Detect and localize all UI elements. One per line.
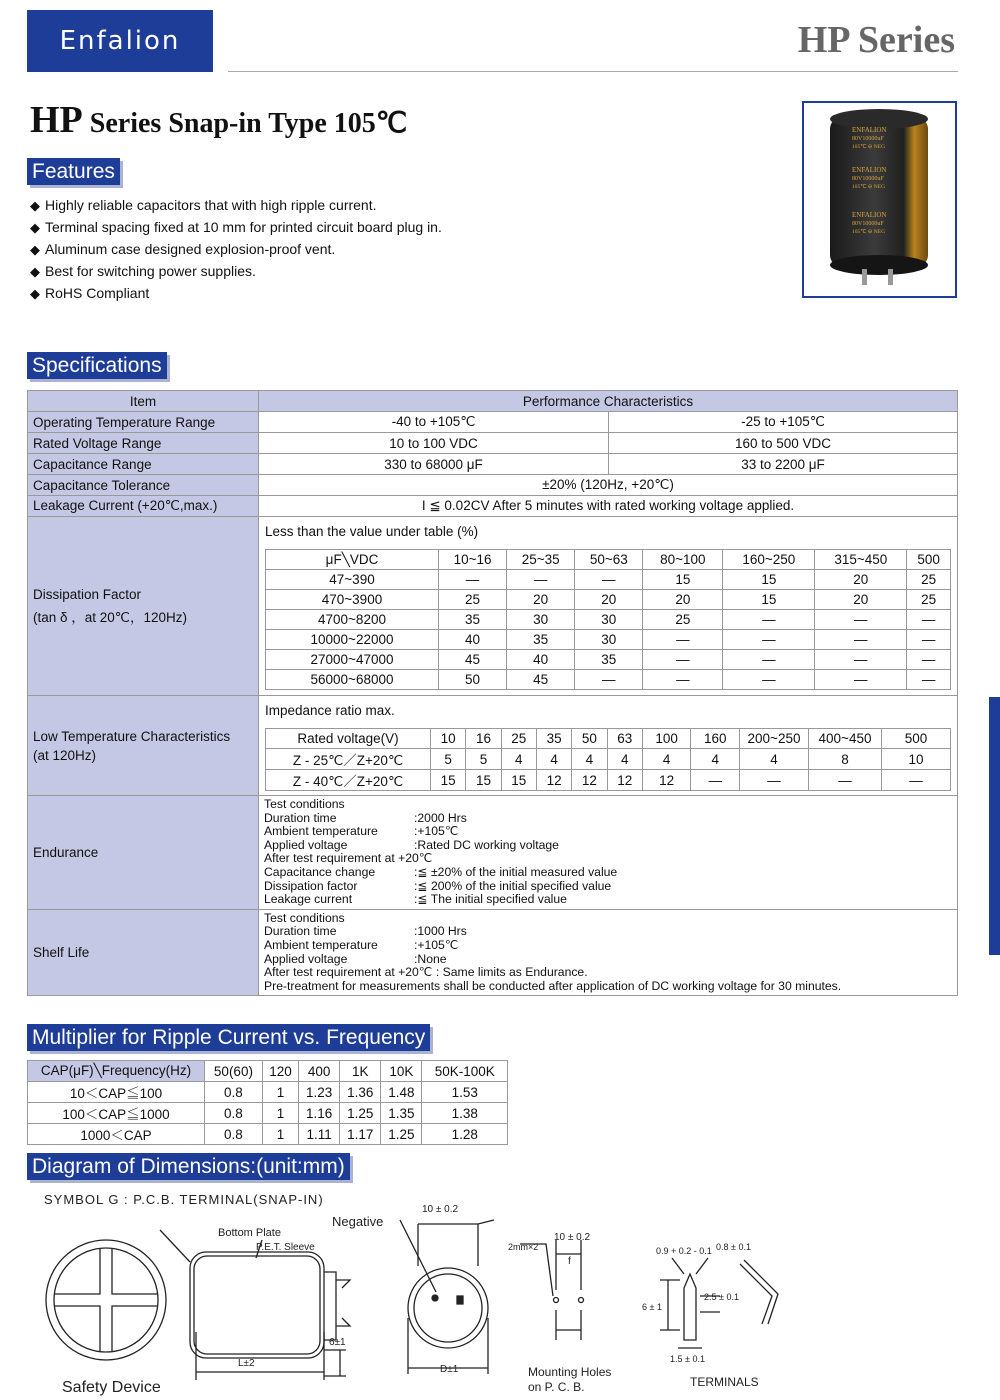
rating-text: 80V10000uF xyxy=(852,136,884,142)
table-cell: 100＜CAP≦1000 xyxy=(28,1103,205,1124)
table-cell: 1.38 xyxy=(422,1103,508,1124)
table-header-cell: 25 xyxy=(501,729,536,749)
condition-key: Applied voltage xyxy=(264,951,348,966)
table-header-cell: 25~35 xyxy=(507,550,575,570)
marking-text: ENFALION xyxy=(852,126,887,134)
table-cell: Z - 40℃／Z+20℃ xyxy=(266,770,431,791)
table-header-cell: Performance Characteristics xyxy=(259,391,958,412)
table-cell: 1.53 xyxy=(422,1082,508,1103)
table-cell: 45 xyxy=(507,670,575,690)
table-header-cell: 1K xyxy=(340,1061,381,1082)
side-view-drawing xyxy=(160,1230,350,1380)
table-cell: — xyxy=(691,770,740,791)
table-header-cell: 10~16 xyxy=(439,550,507,570)
table-cell: 20 xyxy=(815,570,907,590)
table-header-cell: 200~250 xyxy=(740,729,809,749)
table-cell: — xyxy=(815,630,907,650)
table-row xyxy=(266,590,951,610)
table-cell: 4 xyxy=(740,749,809,770)
table-cell: 1.36 xyxy=(340,1082,381,1103)
marking-text: ENFALION xyxy=(852,211,887,219)
condition-line xyxy=(264,839,952,853)
table-cell: — xyxy=(809,770,882,791)
table-cell: 5 xyxy=(466,749,501,770)
table-header-cell: Rated voltage(V) xyxy=(266,729,431,749)
negative-label: Negative xyxy=(332,1214,384,1229)
table-header-cell: 16 xyxy=(466,729,501,749)
spec-label: Operating Temperature Range xyxy=(28,412,259,433)
table-cell: 1 xyxy=(262,1103,298,1124)
table-header-cell: 50~63 xyxy=(575,550,643,570)
table-cell: — xyxy=(643,630,723,650)
page-edge-tab xyxy=(989,697,1000,955)
table-header-cell: 315~450 xyxy=(815,550,907,570)
terminal-thickness-label: 0.8 ± 0.1 xyxy=(716,1242,751,1252)
ripple-heading: Multiplier for Ripple Current vs. Frequency xyxy=(27,1024,430,1051)
table-row xyxy=(28,909,958,996)
lt-table xyxy=(265,728,951,791)
spec-label: Endurance xyxy=(28,796,259,910)
table-cell: 470~3900 xyxy=(266,590,439,610)
spec-value: -25 to +105℃ xyxy=(609,412,958,433)
table-row xyxy=(28,412,958,433)
table-row xyxy=(28,391,958,412)
table-cell: — xyxy=(740,770,809,791)
table-cell: — xyxy=(575,670,643,690)
dimension-diagram xyxy=(0,1180,1000,1400)
table-row xyxy=(28,517,958,696)
condition-value: :≦ 200% of the initial specified value xyxy=(414,878,612,893)
table-cell: 4700~8200 xyxy=(266,610,439,630)
table-cell: 1.16 xyxy=(299,1103,340,1124)
spec-value: 10 to 100 VDC xyxy=(259,433,609,454)
table-cell: — xyxy=(882,770,951,791)
hole-pitch-label: 10 ± 0.2 xyxy=(554,1232,591,1243)
df-label-line: Dissipation Factor xyxy=(33,586,142,602)
table-row xyxy=(266,550,951,570)
table-cell: 15 xyxy=(723,570,815,590)
table-cell: 40 xyxy=(439,630,507,650)
table-cell: 0.8 xyxy=(205,1124,263,1145)
terminal-base-label: 1.5 ± 0.1 xyxy=(670,1354,705,1364)
table-cell: — xyxy=(723,670,815,690)
length-label: L±2 xyxy=(238,1358,255,1369)
table-cell: 47~390 xyxy=(266,570,439,590)
safety-device-drawing xyxy=(46,1240,166,1360)
condition-value: :1000 Hrs xyxy=(414,924,467,939)
spec-value: 330 to 68000 μF xyxy=(259,454,609,475)
spec-label xyxy=(28,517,259,696)
table-header-cell: 400 xyxy=(299,1061,340,1082)
table-cell: 25 xyxy=(643,610,723,630)
mounting-holes-label-2: on P. C. B. xyxy=(528,1380,585,1394)
table-cell: — xyxy=(907,650,951,670)
condition-value: :2000 Hrs xyxy=(414,810,467,825)
table-cell: — xyxy=(723,650,815,670)
mounting-holes-label: Mounting Holes xyxy=(528,1365,612,1379)
spec-label: Rated Voltage Range xyxy=(28,433,259,454)
spec-label: Leakage Current (+20℃,max.) xyxy=(28,496,259,517)
feature-item: ◆ Highly reliable capacitors that with high ripple current. xyxy=(30,194,442,216)
table-cell: — xyxy=(815,650,907,670)
table-cell: 20 xyxy=(507,590,575,610)
page-title-series: HP xyxy=(30,99,83,141)
table-cell: — xyxy=(815,610,907,630)
table-header-cell: 120 xyxy=(262,1061,298,1082)
condition-value: :+105℃ xyxy=(414,937,459,952)
lt-note: Impedance ratio max. xyxy=(265,703,395,718)
condition-line xyxy=(264,798,952,812)
specifications-heading: Specifications xyxy=(27,352,167,379)
dimensions-heading: Diagram of Dimensions:(unit:mm) xyxy=(27,1153,350,1180)
table-header-cell: μF╲VDC xyxy=(266,550,439,570)
condition-line: Pre-treatment for measurements shall be conducted after application of DC working voltage for 30 minutes. xyxy=(264,978,842,993)
table-row xyxy=(266,670,951,690)
table-cell: 4 xyxy=(572,749,607,770)
condition-key: Test conditions xyxy=(264,797,345,811)
table-cell: 0.8 xyxy=(205,1082,263,1103)
table-cell: 1.23 xyxy=(299,1082,340,1103)
table-cell: 40 xyxy=(507,650,575,670)
symbol-label: SYMBOL G : P.C.B. TERMINAL(SNAP-IN) xyxy=(44,1192,324,1207)
table-cell: 1000＜CAP xyxy=(28,1124,205,1145)
condition-key: Duration time xyxy=(264,924,337,939)
spec-label: Capacitance Range xyxy=(28,454,259,475)
table-cell: 35 xyxy=(439,610,507,630)
table-cell: 1.11 xyxy=(299,1124,340,1145)
table-cell: 15 xyxy=(723,590,815,610)
table-cell: 1.17 xyxy=(340,1124,381,1145)
table-cell: 12 xyxy=(572,770,607,791)
series-title: HP Series xyxy=(797,19,955,61)
condition-key: Applied voltage xyxy=(264,837,348,852)
table-header-cell: 500 xyxy=(907,550,951,570)
table-cell: 12 xyxy=(642,770,691,791)
product-photo xyxy=(802,101,957,298)
table-cell: 4 xyxy=(642,749,691,770)
pitch-label: 10 ± 0.2 xyxy=(422,1204,459,1215)
table-cell: 12 xyxy=(536,770,571,791)
spec-value: -40 to +105℃ xyxy=(259,412,609,433)
terminal-width-label: 0.9 + 0.2 - 0.1 xyxy=(656,1246,712,1256)
table-cell: 0.8 xyxy=(205,1103,263,1124)
table-row xyxy=(266,630,951,650)
feature-item: ◆ RoHS Compliant xyxy=(30,282,442,304)
table-row xyxy=(28,1061,508,1082)
table-header-cell: 80~100 xyxy=(643,550,723,570)
table-row xyxy=(266,610,951,630)
temp-text: 105℃ ⊖ NEG xyxy=(852,144,886,150)
condition-key: Duration time xyxy=(264,810,337,825)
condition-key: Leakage current xyxy=(264,892,353,907)
condition-value: :≦ The initial specified value xyxy=(414,892,567,907)
condition-line xyxy=(264,880,952,894)
table-cell: 1 xyxy=(262,1124,298,1145)
sleeve-label: P.E.T. Sleeve xyxy=(256,1242,315,1253)
terminal-tip-label: 2.5 ± 0.1 xyxy=(704,1292,739,1302)
spec-value: I ≦ 0.02CV After 5 minutes with rated working voltage applied. xyxy=(259,496,958,517)
safety-device-label: Safety Device xyxy=(62,1379,161,1396)
table-cell: — xyxy=(575,570,643,590)
condition-line xyxy=(264,825,952,839)
page-title-rest: Series Snap-in Type 105℃ xyxy=(82,108,408,139)
table-row xyxy=(28,454,958,475)
table-cell: 15 xyxy=(466,770,501,791)
table-cell: — xyxy=(723,630,815,650)
terminal-length-label: 6 ± 1 xyxy=(642,1302,662,1312)
table-cell: 1.25 xyxy=(381,1124,422,1145)
table-cell: 10＜CAP≦100 xyxy=(28,1082,205,1103)
condition-line xyxy=(264,939,952,953)
table-cell: 25 xyxy=(907,590,951,610)
table-cell: — xyxy=(507,570,575,590)
spec-value: 160 to 500 VDC xyxy=(609,433,958,454)
f-label: f xyxy=(568,1256,571,1267)
table-cell: 15 xyxy=(643,570,723,590)
mounting-holes-drawing xyxy=(520,1240,584,1340)
shelf-cell xyxy=(259,909,958,996)
condition-value: :≦ ±20% of the initial measured value xyxy=(414,864,618,879)
ripple-table xyxy=(27,1060,508,1145)
table-cell: 1 xyxy=(262,1082,298,1103)
table-cell: 20 xyxy=(575,590,643,610)
table-header-cell: 160 xyxy=(691,729,740,749)
table-row xyxy=(266,650,951,670)
table-row xyxy=(266,749,951,770)
page-title xyxy=(30,98,407,142)
endurance-cell xyxy=(259,796,958,910)
condition-key: Capacitance change xyxy=(264,864,376,879)
table-cell: Z - 25℃／Z+20℃ xyxy=(266,749,431,770)
condition-key: Test conditions xyxy=(264,910,345,925)
table-cell: 50 xyxy=(439,670,507,690)
spec-label xyxy=(28,696,259,796)
features-list xyxy=(30,194,442,304)
rating-text: 80V10000uF xyxy=(852,221,884,227)
table-cell: 20 xyxy=(643,590,723,610)
terminals-drawing xyxy=(660,1258,778,1348)
feature-item: ◆ Aluminum case designed explosion-proof vent. xyxy=(30,238,442,260)
condition-line: After test requirement at +20℃ : Same limits as Endurance. xyxy=(264,965,588,980)
table-cell: 27000~47000 xyxy=(266,650,439,670)
df-table xyxy=(265,549,951,690)
table-cell: 5 xyxy=(431,749,466,770)
table-cell: — xyxy=(815,670,907,690)
condition-value: :+105℃ xyxy=(414,824,459,839)
table-cell: 30 xyxy=(575,610,643,630)
condition-key: Ambient temperature xyxy=(264,937,378,952)
condition-line xyxy=(264,912,952,926)
condition-line xyxy=(264,925,952,939)
df-label-line: (tan δ ，at 20℃，120Hz) xyxy=(33,609,187,625)
hole-size-label: 2mm×2 xyxy=(508,1242,539,1252)
table-cell: 4 xyxy=(536,749,571,770)
spec-value: 33 to 2200 μF xyxy=(609,454,958,475)
table-cell: 20 xyxy=(815,590,907,610)
table-header-cell: CAP(μF)╲Frequency(Hz) xyxy=(28,1061,205,1082)
table-cell: — xyxy=(643,650,723,670)
features-heading: Features xyxy=(27,158,120,185)
header-divider xyxy=(228,71,958,72)
feature-item: ◆ Best for switching power supplies. xyxy=(30,260,442,282)
table-cell: 1.28 xyxy=(422,1124,508,1145)
table-cell: 1.25 xyxy=(340,1103,381,1124)
table-cell: 45 xyxy=(439,650,507,670)
table-cell: — xyxy=(723,610,815,630)
table-header-cell: Item xyxy=(28,391,259,412)
table-cell: 15 xyxy=(431,770,466,791)
brand-logo: Enfalion xyxy=(27,10,213,72)
table-row xyxy=(28,1103,508,1124)
df-cell xyxy=(259,517,958,696)
table-cell: — xyxy=(907,630,951,650)
table-row xyxy=(28,433,958,454)
lt-cell xyxy=(259,696,958,796)
rating-text: 80V10000uF xyxy=(852,176,884,182)
marking-text: ENFALION xyxy=(852,166,887,174)
table-cell: 8 xyxy=(809,749,882,770)
condition-key: Dissipation factor xyxy=(264,878,358,893)
table-header-cell: 63 xyxy=(607,729,642,749)
table-row xyxy=(28,1082,508,1103)
table-row xyxy=(266,570,951,590)
table-cell: 4 xyxy=(501,749,536,770)
table-header-cell: 10 xyxy=(431,729,466,749)
table-header-cell: 160~250 xyxy=(723,550,815,570)
condition-line xyxy=(264,852,952,866)
condition-line xyxy=(264,893,952,907)
terminals-label: TERMINALS xyxy=(690,1375,759,1389)
lt-label-line: (at 120Hz) xyxy=(33,747,97,763)
temp-text: 105℃ ⊖ NEG xyxy=(852,184,886,190)
table-cell: — xyxy=(907,670,951,690)
table-cell: 15 xyxy=(501,770,536,791)
table-header-cell: 50K-100K xyxy=(422,1061,508,1082)
table-cell: 4 xyxy=(691,749,740,770)
table-row xyxy=(28,796,958,910)
table-cell: — xyxy=(643,670,723,690)
table-cell: 30 xyxy=(507,610,575,630)
table-cell: 1.48 xyxy=(381,1082,422,1103)
table-cell: 35 xyxy=(575,650,643,670)
table-cell: 10000~22000 xyxy=(266,630,439,650)
specifications-table xyxy=(27,390,958,996)
table-cell: 10 xyxy=(882,749,951,770)
feature-item: ◆ Terminal spacing fixed at 10 mm for printed circuit board plug in. xyxy=(30,216,442,238)
table-header-cell: 10K xyxy=(381,1061,422,1082)
lt-label-line: Low Temperature Characteristics xyxy=(33,728,231,744)
condition-line xyxy=(264,866,952,880)
condition-key: After test requirement at +20℃ xyxy=(264,851,433,866)
spec-label: Capacitance Tolerance xyxy=(28,475,259,496)
df-note: Less than the value under table (%) xyxy=(265,524,479,539)
table-row xyxy=(28,475,958,496)
table-header-cell: 400~450 xyxy=(809,729,882,749)
table-header-cell: 50 xyxy=(572,729,607,749)
condition-line xyxy=(264,812,952,826)
spec-value: ±20% (120Hz, +20℃) xyxy=(259,475,958,496)
table-cell: 30 xyxy=(575,630,643,650)
table-row xyxy=(266,770,951,791)
spec-label: Shelf Life xyxy=(28,909,259,996)
table-row xyxy=(28,1124,508,1145)
diameter-label: D±1 xyxy=(440,1364,459,1375)
six-label: 6±1 xyxy=(329,1337,346,1348)
condition-key: Ambient temperature xyxy=(264,824,378,839)
table-row xyxy=(266,729,951,749)
condition-line xyxy=(264,953,952,967)
table-row xyxy=(28,496,958,517)
table-header-cell: 35 xyxy=(536,729,571,749)
table-cell: 35 xyxy=(507,630,575,650)
table-cell: 56000~68000 xyxy=(266,670,439,690)
table-cell: 12 xyxy=(607,770,642,791)
table-cell: 25 xyxy=(439,590,507,610)
table-cell: 1.35 xyxy=(381,1103,422,1124)
table-cell: — xyxy=(439,570,507,590)
top-view-drawing xyxy=(400,1220,494,1374)
table-header-cell: 50(60) xyxy=(205,1061,263,1082)
table-header-cell: 100 xyxy=(642,729,691,749)
capacitor-image xyxy=(804,103,955,296)
table-cell: 4 xyxy=(607,749,642,770)
condition-value: :Rated DC working voltage xyxy=(414,837,559,852)
table-header-cell: 500 xyxy=(882,729,951,749)
table-cell: — xyxy=(907,610,951,630)
condition-value: :None xyxy=(414,951,447,966)
table-cell: 25 xyxy=(907,570,951,590)
table-row xyxy=(28,696,958,796)
bottom-plate-label: Bottom Plate xyxy=(218,1227,281,1239)
temp-text: 105℃ ⊖ NEG xyxy=(852,229,886,235)
